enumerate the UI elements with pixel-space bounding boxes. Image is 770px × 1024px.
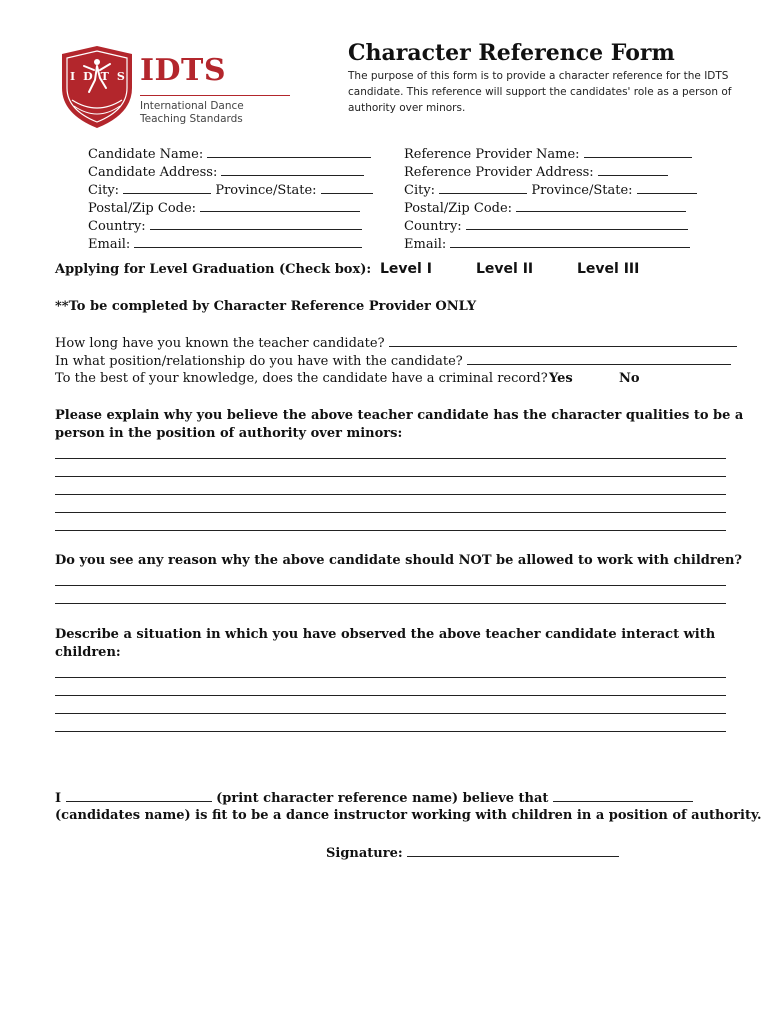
provider-name-row — [404, 145, 692, 164]
describe-answer-line[interactable] — [55, 677, 726, 678]
provider-country-field[interactable] — [466, 217, 688, 230]
candidate-name-field[interactable] — [207, 145, 371, 158]
provider-email-label: Email: — [404, 237, 447, 252]
candidate-email-field[interactable] — [134, 235, 362, 248]
provider-postal-label: Postal/Zip Code: — [404, 201, 513, 216]
graduation-label: Applying for Level Graduation (Check box): — [55, 262, 372, 277]
provider-country-label: Country: — [404, 219, 462, 234]
candidate-city-row — [88, 181, 373, 200]
declaration-line2: (candidates name) is fit to be a dance instructor working with children in a position of authority. — [55, 808, 762, 823]
candidate-postal-field[interactable] — [200, 199, 360, 212]
logo-subtitle — [140, 100, 244, 126]
level-1-checkbox[interactable]: Level I — [380, 261, 432, 277]
criminal-no-option[interactable]: No — [619, 371, 640, 386]
explain-question-line2: person in the position of authority over minors: — [55, 426, 403, 441]
declaration-i: I — [55, 791, 62, 806]
candidate-city-field[interactable] — [123, 181, 211, 194]
explain-question-line1: Please explain why you believe the above teacher candidate has the character qualities to be a — [55, 408, 744, 423]
criminal-label: To the best of your knowledge, does the candidate have a criminal record? — [55, 371, 548, 386]
provider-name-label: Reference Provider Name: — [404, 147, 580, 162]
position-label: In what position/relationship do you have with the candidate? — [55, 354, 463, 369]
explain-answer-line[interactable] — [55, 512, 726, 513]
logo-rule — [140, 95, 290, 96]
describe-answer-line[interactable] — [55, 713, 726, 714]
signature-row — [326, 844, 619, 863]
provider-province-field[interactable] — [637, 181, 697, 194]
how-long-row — [55, 334, 737, 353]
provider-name-field[interactable] — [584, 145, 692, 158]
reference-name-field[interactable] — [66, 789, 212, 802]
declaration-line1 — [55, 789, 693, 808]
candidate-postal-label: Postal/Zip Code: — [88, 201, 197, 216]
candidate-province-field[interactable] — [321, 181, 373, 194]
logo-subtitle-line1: International Dance — [140, 100, 244, 112]
logo-brand: IDTS — [140, 53, 227, 88]
candidate-name-declaration-field[interactable] — [553, 789, 693, 802]
candidate-address-label: Candidate Address: — [88, 165, 218, 180]
candidate-city-label: City: — [88, 183, 120, 198]
provider-only-note: **To be completed by Character Reference Provider ONLY — [55, 299, 477, 314]
provider-city-row — [404, 181, 697, 200]
explain-answer-line[interactable] — [55, 458, 726, 459]
describe-answer-line[interactable] — [55, 695, 726, 696]
provider-address-field[interactable] — [598, 163, 668, 176]
position-row — [55, 352, 731, 371]
describe-question-line1: Describe a situation in which you have observed the above teacher candidate interact with — [55, 627, 716, 642]
provider-postal-row — [404, 199, 686, 218]
candidate-email-row — [88, 235, 362, 254]
provider-province-label: Province/State: — [531, 183, 633, 198]
describe-answer-line[interactable] — [55, 731, 726, 732]
form-title: Character Reference Form — [348, 40, 675, 66]
how-long-field[interactable] — [389, 334, 737, 347]
position-field[interactable] — [467, 352, 731, 365]
candidate-name-label: Candidate Name: — [88, 147, 204, 162]
criminal-yes-option[interactable]: Yes — [549, 371, 573, 386]
provider-address-row — [404, 163, 668, 182]
candidate-country-label: Country: — [88, 219, 146, 234]
candidate-province-label: Province/State: — [215, 183, 317, 198]
reason-question: Do you see any reason why the above candidate should NOT be allowed to work with children? — [55, 553, 743, 568]
explain-answer-line[interactable] — [55, 530, 726, 531]
candidate-country-field[interactable] — [150, 217, 362, 230]
logo-subtitle-line2: Teaching Standards — [140, 113, 243, 125]
shield-text: IDTS — [70, 70, 133, 83]
provider-postal-field[interactable] — [516, 199, 686, 212]
signature-field[interactable] — [407, 844, 619, 857]
idts-logo — [58, 44, 248, 130]
candidate-name-row — [88, 145, 371, 164]
reason-answer-line[interactable] — [55, 603, 726, 604]
provider-city-field[interactable] — [439, 181, 527, 194]
describe-question-line2: children: — [55, 645, 121, 660]
provider-email-field[interactable] — [450, 235, 690, 248]
candidate-postal-row — [88, 199, 360, 218]
signature-label: Signature: — [326, 846, 403, 861]
explain-answer-line[interactable] — [55, 476, 726, 477]
candidate-address-row — [88, 163, 364, 182]
reason-answer-line[interactable] — [55, 585, 726, 586]
form-purpose: The purpose of this form is to provide a character reference for the IDTS candidate. This reference will support the candidates' role as a person of authority over minors. — [348, 70, 732, 114]
level-2-checkbox[interactable]: Level II — [476, 261, 534, 277]
declaration-print-text: (print character reference name) believe that — [216, 791, 549, 806]
criminal-row — [55, 370, 548, 388]
candidate-address-field[interactable] — [221, 163, 364, 176]
idts-shield-logo — [58, 44, 136, 130]
level-3-checkbox[interactable]: Level III — [577, 261, 640, 277]
provider-address-label: Reference Provider Address: — [404, 165, 594, 180]
candidate-country-row — [88, 217, 362, 236]
provider-email-row — [404, 235, 690, 254]
explain-answer-line[interactable] — [55, 494, 726, 495]
provider-country-row — [404, 217, 688, 236]
provider-city-label: City: — [404, 183, 436, 198]
candidate-email-label: Email: — [88, 237, 131, 252]
how-long-label: How long have you known the teacher candidate? — [55, 336, 385, 351]
